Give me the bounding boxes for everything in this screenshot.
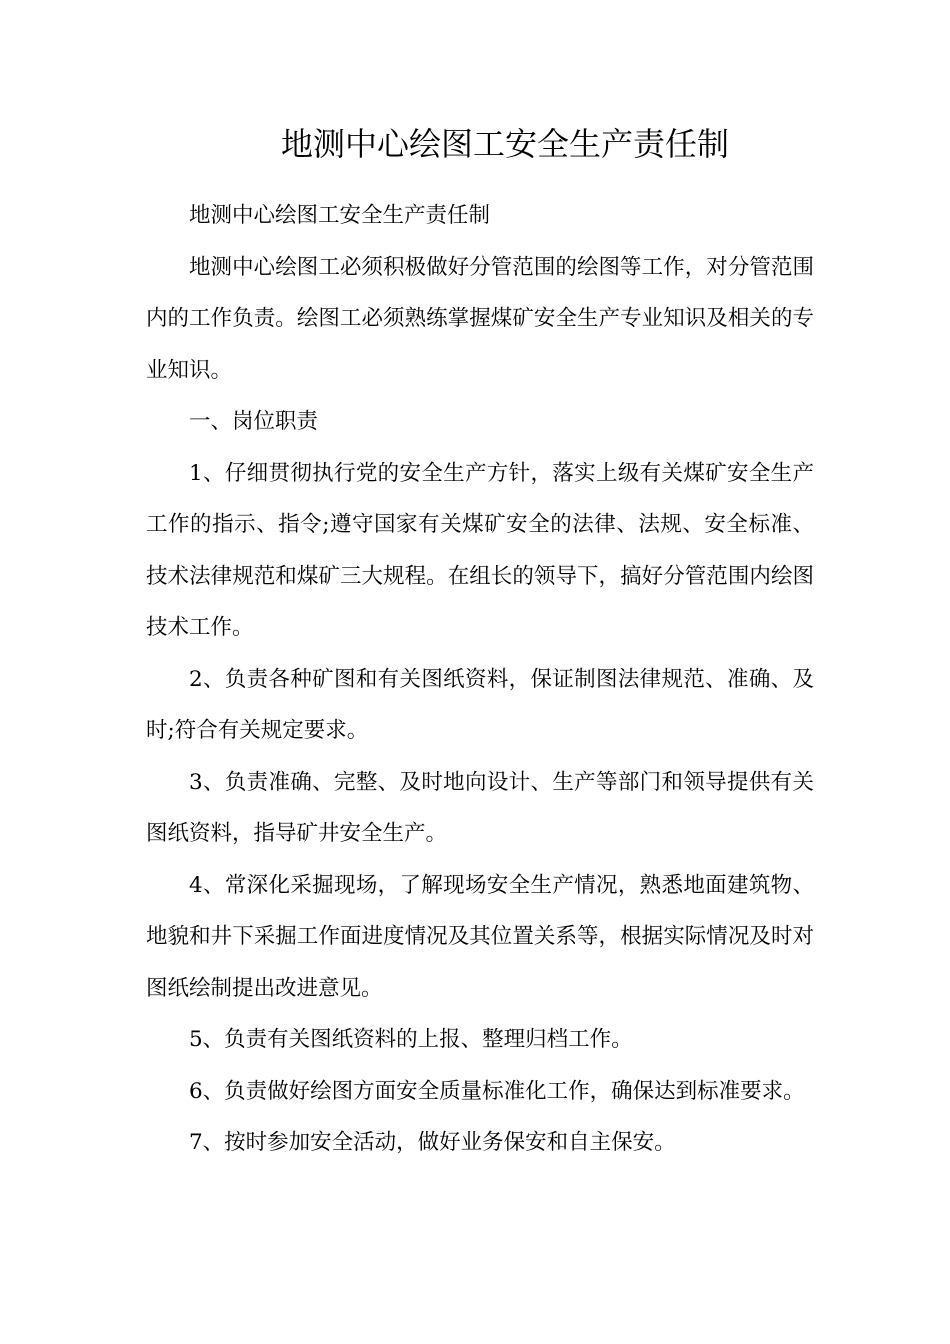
duty-item-4: 4、常深化采掘现场，了解现场安全生产情况，熟悉地面建筑物、地貌和井下采掘工作面进度情况及其位置关系等，根据实际情况及时对图纸绘制提出改进意见。 xyxy=(146,872,814,1001)
section-heading: 一、岗位职责 xyxy=(189,409,319,434)
duty-item-1: 1、仔细贯彻执行党的安全生产方针，落实上级有关煤矿安全生产工作的指示、指令;遵守国家有关煤矿安全的法律、法规、安全标准、技术法律规范和煤矿三大规程。在组长的领导下，搞好分管范围内绘图技术工作。 xyxy=(146,460,814,640)
paragraph-subtitle: 地测中心绘图工安全生产责任制 xyxy=(189,203,491,228)
paragraph-intro: 地测中心绘图工必须积极做好分管范围的绘图等工作，对分管范围内的工作负责。绘图工必须熟练掌握煤矿安全生产专业知识及相关的专业知识。 xyxy=(146,254,814,383)
duty-item-3: 3、负责准确、完整、及时地向设计、生产等部门和领导提供有关图纸资料，指导矿井安全生产。 xyxy=(146,769,814,846)
duty-item-6: 6、负责做好绘图方面安全质量标准化工作，确保达到标准要求。 xyxy=(189,1078,805,1104)
duty-item-2: 2、负责各种矿图和有关图纸资料，保证制图法律规范、准确、及时;符合有关规定要求。 xyxy=(146,666,814,743)
document-body xyxy=(146,190,814,1169)
document-title: 地测中心绘图工安全生产责任制 xyxy=(280,125,729,163)
duty-item-5: 5、负责有关图纸资料的上报、整理归档工作。 xyxy=(189,1027,633,1052)
duty-item-7: 7、按时参加安全活动，做好业务保安和自主保安。 xyxy=(189,1130,676,1155)
